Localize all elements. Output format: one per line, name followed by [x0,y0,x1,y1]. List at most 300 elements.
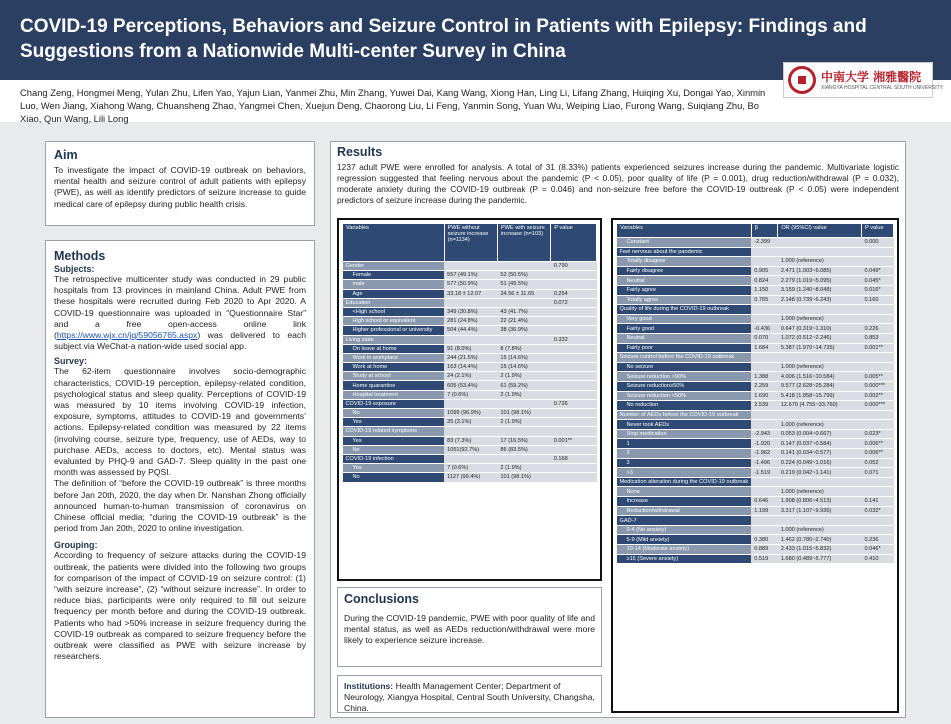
table-row [343,289,597,298]
table-row [617,410,894,420]
table-row [343,381,597,390]
table-row [617,458,894,468]
survey-text: The 62-item questionnaire involves socio-demographic characteristics, COVID-19 perception, epilepsy-related condition, psychological status and sleep quality. Perceptions of COVID-19 was measured by 10 items involving COVID-19 infection, exposure, symptoms, attitudes to COVID-19 and governments’ actions. Epilepsy-related condition was measured by 22 items (involving course, seizure type, frequency, use of AEDs, way to purchase AEDs, access to doctors, etc). Mental status was evaluated by PHQ-9 and GAD-7. Sleep quality in the past one month was assessed by PQSI. [54,366,306,478]
table-cell: 1.684 [751,343,778,353]
table-cell: 91 (8.0%) [444,344,497,353]
table-row [617,477,894,487]
logo-chinese-text: 中南大学 湘雅醫院 [821,70,922,84]
table-cell: Seizure reduction <50% [617,391,752,401]
table-cell: Medication alteration during the COVID-19 outbreak [617,477,752,487]
university-logo [783,62,943,98]
regression-table [616,223,894,564]
table1-header-cell: PWE without seizure increase (n=1134) [444,224,497,262]
table-row [343,307,597,316]
table-cell: 0.052 [862,458,894,468]
table-row [617,391,894,401]
table-row [617,276,894,286]
table-cell: 2 (1.9%) [497,418,550,427]
table-row [617,314,894,324]
table-cell [497,262,550,271]
table-cell: 3.317 (1.107~9.936) [778,506,862,516]
table-cell [862,516,894,526]
table-cell: 0.001** [862,343,894,353]
table-row [343,390,597,399]
table-cell: 43 (41.7%) [497,307,550,316]
table-cell: ≥15 (Severe anxiety) [617,554,752,564]
table-cell: High school or equivalent [343,317,445,326]
table-cell: Number of AEDs before the COVID-19 outbreak [617,410,752,420]
table-row [617,333,894,343]
table-cell: No [343,473,445,482]
table-cell: 35 (3.1%) [444,418,497,427]
table-cell: 0.071 [862,468,894,478]
table-cell: 7 (0.6%) [444,390,497,399]
table-cell: 0.141 (0.034~0.577) [778,449,862,459]
table-cell: No seizure [617,362,752,372]
grouping-heading: Grouping: [54,540,98,551]
table-row [343,280,597,289]
table2-frame [611,218,899,713]
table-row [617,545,894,555]
table-row [343,409,597,418]
table-cell: 1 [617,439,752,449]
table-row [617,401,894,411]
table-cell: 17 (16.5%) [497,436,550,445]
table-row [617,497,894,507]
table-row [617,238,894,248]
table-cell: 34.56 ± 11.65 [497,289,550,298]
table-cell: 5.418 (1.858~15.799) [778,391,862,401]
table-cell: 0.160 [862,295,894,305]
table-cell: No [343,409,445,418]
table-cell: 349 (30.8%) [444,307,497,316]
table-row [617,266,894,276]
table-row [617,372,894,382]
author-list: Chang Zeng, Hongmei Meng, Yulan Zhu, Lifen Yao, Yajun Lian, Yanmei Zhu, Min Zhang, Yuwei Dai, Kang Wang, Xiong Han, Ling Li, Lifang Zhang, Huiqing Xu, Dongai Yao, Xinmin Luo, Wen Jiang, Xiahong Wang, Chuansheng Zhao, Yangmei Chen, Xuejun Deng, Chaorong Liu, Li Feng, Yanmin Song, Yuan Wu, Weiping Liao, Furong Wang, Suiqiang Zhu, Bo Xiao, Qun Wang, Lili Long [20,87,766,124]
table-cell: COVID-19 related symptoms [343,427,445,436]
table-cell: 1.199 [751,506,778,516]
table-row [617,285,894,295]
table-cell [444,262,497,271]
table2-header-cell: P value [862,224,894,238]
table-cell: Hospital treatment [343,390,445,399]
table-cell: 1.000 (reference) [778,420,862,430]
table-cell: 0.070 [751,333,778,343]
table-cell: 2 (1.9%) [497,464,550,473]
table1-header-row [343,224,597,262]
poster-title: COVID-19 Perceptions, Behaviors and Seizure Control in Patients with Epilepsy: Findings and Suggestions from a Nationwide Multi-center Survey in China [20,16,867,62]
results-panel [330,141,906,718]
table-cell: Neutral [617,333,752,343]
table-cell: Work at home [343,363,445,372]
table-row [617,468,894,478]
grouping-text: According to frequency of seizure attacks during the COVID-19 outbreak, the patients were divided into the following two groups for comparison of the impact of COVID-19 on seizure control: (1) “with seizure increase”, (2) “without seizure increase”. In order to reduce bias, participants were only required to fill out seizure frequency per month before and during the COVID-19 outbreak. Patients who had >50% increase in seizure frequency during the COVID-19 outbreak as compared to seizure frequency before the outbreak were classified as PWE with seizure increase by researchers. [54,550,306,662]
conclusions-title: Conclusions [344,592,420,606]
table-row [617,343,894,353]
table-cell: 577 (50.9%) [444,280,497,289]
demographics-table [342,223,597,483]
table-cell [751,247,778,257]
table-cell: 1.072 (0.512~2.246) [778,333,862,343]
table-cell [778,477,862,487]
table-cell [751,525,778,535]
table-cell: 2.148 (0.739~6.243) [778,295,862,305]
table-cell: Seizure reduction≥50% [617,381,752,391]
table-cell: Fairly agree [617,285,752,295]
table-cell: Education [343,298,445,307]
table-cell: <High school [343,307,445,316]
table-cell: 2.433 (1.015~5.832) [778,545,862,555]
aim-title: Aim [54,148,78,162]
table-cell: 3.159 (1.240~8.048) [778,285,862,295]
table-cell [862,305,894,315]
logo-english-text: XIANGYA HOSPITAL CENTRAL SOUTH UNIVERSITY [821,85,943,91]
table-cell: 1.000 (reference) [778,314,862,324]
table-cell: Quality of life during the COVID-19 outbreak [617,305,752,315]
table-cell: 0.049* [862,266,894,276]
table-cell: Seizure control before the COVID-19 outbreak [617,353,752,363]
table-cell: 1.150 [751,285,778,295]
results-title: Results [337,145,383,159]
table-cell: Constant [617,238,752,248]
table-cell: 4.006 (1.516~10.584) [778,372,862,382]
table-cell: 0.410 [862,554,894,564]
table-cell: 1.000 (reference) [778,487,862,497]
table-cell: -2.943 [751,429,778,439]
table-cell: 12.670 (4.755~33.760) [778,401,862,411]
table-cell: Neutral [617,276,752,286]
methods-panel [45,240,315,718]
table-cell: Totally agree [617,295,752,305]
subjects-text-part1: The retrospective multicenter study was conducted in 29 public hospitals from 13 provinces in mainland China. Adult PWE from these hospitals were recruited during Feb 2020 to Apr 2020. A COVID-19 questionnaire was uploaded in “Questionnaire Star” and a free open-access online link ( [54,274,306,341]
table-cell: Higher professional or university [343,326,445,335]
table-cell: Seizure reduction >90% [617,372,752,382]
questionnaire-link[interactable]: https://www.wjx.cn/jq/59056765.aspx [56,330,198,341]
table-row [343,436,597,445]
table-cell: Gender [343,262,445,271]
table-cell [751,362,778,372]
subjects-text-part2: ) was delivered to each subject via WeChat-a nation-wide used social app. [54,330,306,352]
table-cell: 15 (14.6%) [497,353,550,362]
table2-header-row [617,224,894,238]
table-row [343,353,597,362]
table-cell [751,353,778,363]
table-cell: Home quarantine [343,381,445,390]
table-row [343,445,597,454]
poster-header [0,0,951,122]
table-cell: 0.023* [862,429,894,439]
table-cell: 0.168 [551,454,597,463]
table1-body [343,262,597,483]
table-cell: 7 (0.6%) [444,464,497,473]
table-cell [551,363,597,372]
table-cell: Fairly good [617,324,752,334]
table-cell: 86 (83.5%) [497,445,550,454]
table-cell: 83 (7.3%) [444,436,497,445]
table-cell: Increase [617,497,752,507]
emblem-icon [788,66,816,94]
table-cell: 1099 (96.9%) [444,409,497,418]
table-cell [444,298,497,307]
aim-panel [45,141,315,226]
table-cell: 38 (36.9%) [497,326,550,335]
table-cell: 0.905 [751,266,778,276]
table-row [617,324,894,334]
table-cell: -1.496 [751,458,778,468]
table-cell [551,409,597,418]
table-cell: 0.646 [751,497,778,507]
table-cell: -1.962 [751,449,778,459]
table-cell [497,298,550,307]
table-cell [551,271,597,280]
table-cell: 0.519 [751,554,778,564]
table-row [617,305,894,315]
table-row [617,506,894,516]
table-cell [778,353,862,363]
table-cell: 0.332 [551,335,597,344]
survey-heading: Survey: [54,356,88,367]
table-cell [497,427,550,436]
table-cell: Feel nervous about the pandemic [617,247,752,257]
table-cell [751,420,778,430]
subjects-heading: Subjects: [54,264,95,274]
table-cell: 605 (53.4%) [444,381,497,390]
table-cell: 24 (2.1%) [444,372,497,381]
table2-body [617,238,894,564]
table-cell [551,464,597,473]
table-row [617,362,894,372]
table-cell [862,525,894,535]
table-cell: 2.279 (1.019~5.095) [778,276,862,286]
table2-header-cell: β [751,224,778,238]
table-cell [551,390,597,399]
table-cell: 22 (21.4%) [497,317,550,326]
subjects-text [54,274,306,352]
table-cell: 101 (98.1%) [497,473,550,482]
table-row [343,464,597,473]
table-cell: 0.001** [551,436,597,445]
table-cell: 1.908 (0.806~4.513) [778,497,862,507]
table-cell: male [343,280,445,289]
table-row [617,295,894,305]
institutions-label: Institutions: [344,681,394,691]
table-cell: None [617,487,752,497]
table-cell: Study at school [343,372,445,381]
table-cell [751,257,778,267]
table-cell [444,427,497,436]
table-cell [551,353,597,362]
table-cell: 0.824 [751,276,778,286]
table-cell: 2.471 (1.003~6.085) [778,266,862,276]
table-cell: Stop medication [617,429,752,439]
table-cell: 0.000*** [862,401,894,411]
table-cell: 0.726 [551,399,597,408]
table-row [617,257,894,267]
table-cell: Fairly disagree [617,266,752,276]
table-cell: 0.790 [551,262,597,271]
table-cell [778,410,862,420]
conclusions-text: During the COVID-19 pandemic, PWE with poor quality of life and mental status, as well as AEDs reduction/withdrawal were more likely to experience seizure increase. [344,613,595,646]
table-cell [551,307,597,316]
table-cell [862,353,894,363]
table-cell: 0.254 [551,289,597,298]
table-cell [862,257,894,267]
table-cell [751,410,778,420]
table-cell: -1.920 [751,439,778,449]
table1-header-cell: P value [551,224,597,262]
table-cell: 1.462 (0.780~2.740) [778,535,862,545]
table-cell: 33.18 ± 12.07 [444,289,497,298]
table-cell [551,317,597,326]
table-row [343,399,597,408]
table-cell: 0.006** [862,449,894,459]
table-row [343,317,597,326]
table-cell: 9.577 (2.628~25.284) [778,381,862,391]
table-cell: 2.539 [751,401,778,411]
table-cell: COVID-19 infection [343,454,445,463]
table-cell: 0.046* [862,545,894,555]
table-cell [551,418,597,427]
table-row [343,262,597,271]
table-cell: 5-9 (Mild anxiety) [617,535,752,545]
table-cell [497,399,550,408]
table-row [617,525,894,535]
table1-header-cell: Variables [343,224,445,262]
table-row [343,326,597,335]
table1-header-cell: PWE with seizure increase (n=103) [497,224,550,262]
table-cell: 0.032* [862,506,894,516]
table-cell: 0.053 (0.004~0.667) [778,429,862,439]
table-row [343,344,597,353]
table-cell: 3 [617,458,752,468]
table-cell: -0.436 [751,324,778,334]
table-cell: 51 (49.5%) [497,280,550,289]
table-cell: -1.519 [751,468,778,478]
table-cell [551,473,597,482]
table-cell: Very good [617,314,752,324]
table-cell [444,454,497,463]
table-cell: 0.072 [551,298,597,307]
table-cell: Never took AEDs [617,420,752,430]
table-cell: Yes [343,418,445,427]
table1-frame [337,218,602,581]
table-cell: 0.853 [862,333,894,343]
table-cell [751,477,778,487]
table-row [617,449,894,459]
table-cell [778,247,862,257]
table-cell [551,326,597,335]
table-cell: Living state [343,335,445,344]
methods-title: Methods [54,249,106,263]
table-cell: 1.000 (reference) [778,362,862,372]
table-cell: -2.399 [751,238,778,248]
table-cell: 0.236 [862,535,894,545]
table-cell: Reduction/withdrawal [617,506,752,516]
table-cell: No [343,445,445,454]
table-cell [862,477,894,487]
table-cell [497,454,550,463]
table-cell [862,420,894,430]
table-cell: 1.690 [751,391,778,401]
table-cell: 2 [617,449,752,459]
table-cell: 10-14 (Moderate anxiety) [617,545,752,555]
table-cell: Age [343,289,445,298]
institutions-panel [337,675,602,713]
table-cell [444,335,497,344]
results-text: 1237 adult PWE were enrolled for analysis. A total of 31 (8.33%) patients experienced seizures increase during the pandemic. Multivariate logistic regression suggested that feeling nervous about the pandemic (P < 0.05), poor quality of life (P = 0.001), drug reduction/withdrawal (P = 0.032), moderate anxiety during the COVID-19 outbreak (P = 0.046) and non-seizure free before the COVID-19 outbreak (P < 0.05) were independent predictors of seizure increase during the pandemic. [337,162,899,205]
table-cell: 0.006** [862,439,894,449]
table-cell [551,445,597,454]
table-cell: 0.380 [751,535,778,545]
definition-text: The definition of “before the COVID-19 outbreak” is three months before Jan 20th, 2020, the day when Dr. Nanshan Zhong officially announced human-to-human transmission of coronavirus on Chinese official media; “during the COVID-19 outbreak” is the period from Jan 20th, 2020 to online investigation. [54,478,306,534]
table-cell: 1.000 (reference) [778,257,862,267]
institutions-value: Health Management Center; Department of Neurology, Xiangya Hospital, Central South University, Changsha, China. [344,681,595,714]
table-cell [862,362,894,372]
table-cell: Yes [343,436,445,445]
table-row [343,454,597,463]
table-row [617,535,894,545]
table-row [343,427,597,436]
table-cell: 0.219 (0.042~1.141) [778,468,862,478]
conclusions-panel [337,587,602,667]
table-cell: 0.224 (0.049~1.016) [778,458,862,468]
table-cell [497,335,550,344]
table-cell [551,280,597,289]
institutions-text [344,681,595,715]
table-cell [862,247,894,257]
table-cell: 1127 (99.4%) [444,473,497,482]
table-cell: 0.005** [862,372,894,382]
aim-text: To investigate the impact of COVID-19 outbreak on behaviors, mental health and seizure control of adult patients with epilepsy (PWE), as well as identify predictors of seizure increase to guide medical care of epilepsy during public health crisis. [54,165,306,209]
table-cell [551,381,597,390]
table-row [343,418,597,427]
table-cell: 0.765 [751,295,778,305]
table-cell: 0.002** [862,391,894,401]
table-cell: 557 (49.1%) [444,271,497,280]
table-cell: 0.226 [862,324,894,334]
table-cell: On leave at home [343,344,445,353]
table-row [343,335,597,344]
table-cell: 5.387 (1.970~14.735) [778,343,862,353]
table-row [617,487,894,497]
table-cell [751,305,778,315]
table-cell: 0.045* [862,276,894,286]
table-cell: 504 (44.4%) [444,326,497,335]
table-cell [778,238,862,248]
table-cell: 0.147 (0.037~0.584) [778,439,862,449]
table-cell: Totally disagree [617,257,752,267]
table-cell: 52 (50.5%) [497,271,550,280]
table-row [343,271,597,280]
table-cell [444,399,497,408]
table-cell: COVID-19 exposure [343,399,445,408]
table-cell: 0.141 [862,497,894,507]
table-cell: 0.889 [751,545,778,555]
table-cell: >3 [617,468,752,478]
table-cell: Fairly poor [617,343,752,353]
table-cell: 101 (98.1%) [497,409,550,418]
table-cell: No reduction [617,401,752,411]
table-cell [862,487,894,497]
table2-header-cell: OR (95%CI) value [778,224,862,238]
table-row [343,298,597,307]
table-row [617,420,894,430]
table-cell [751,314,778,324]
table2-header-cell: Variables [617,224,752,238]
table-row [343,363,597,372]
table-cell: 0-4 (No anxiety) [617,525,752,535]
table-cell: 1051(92.7%) [444,445,497,454]
